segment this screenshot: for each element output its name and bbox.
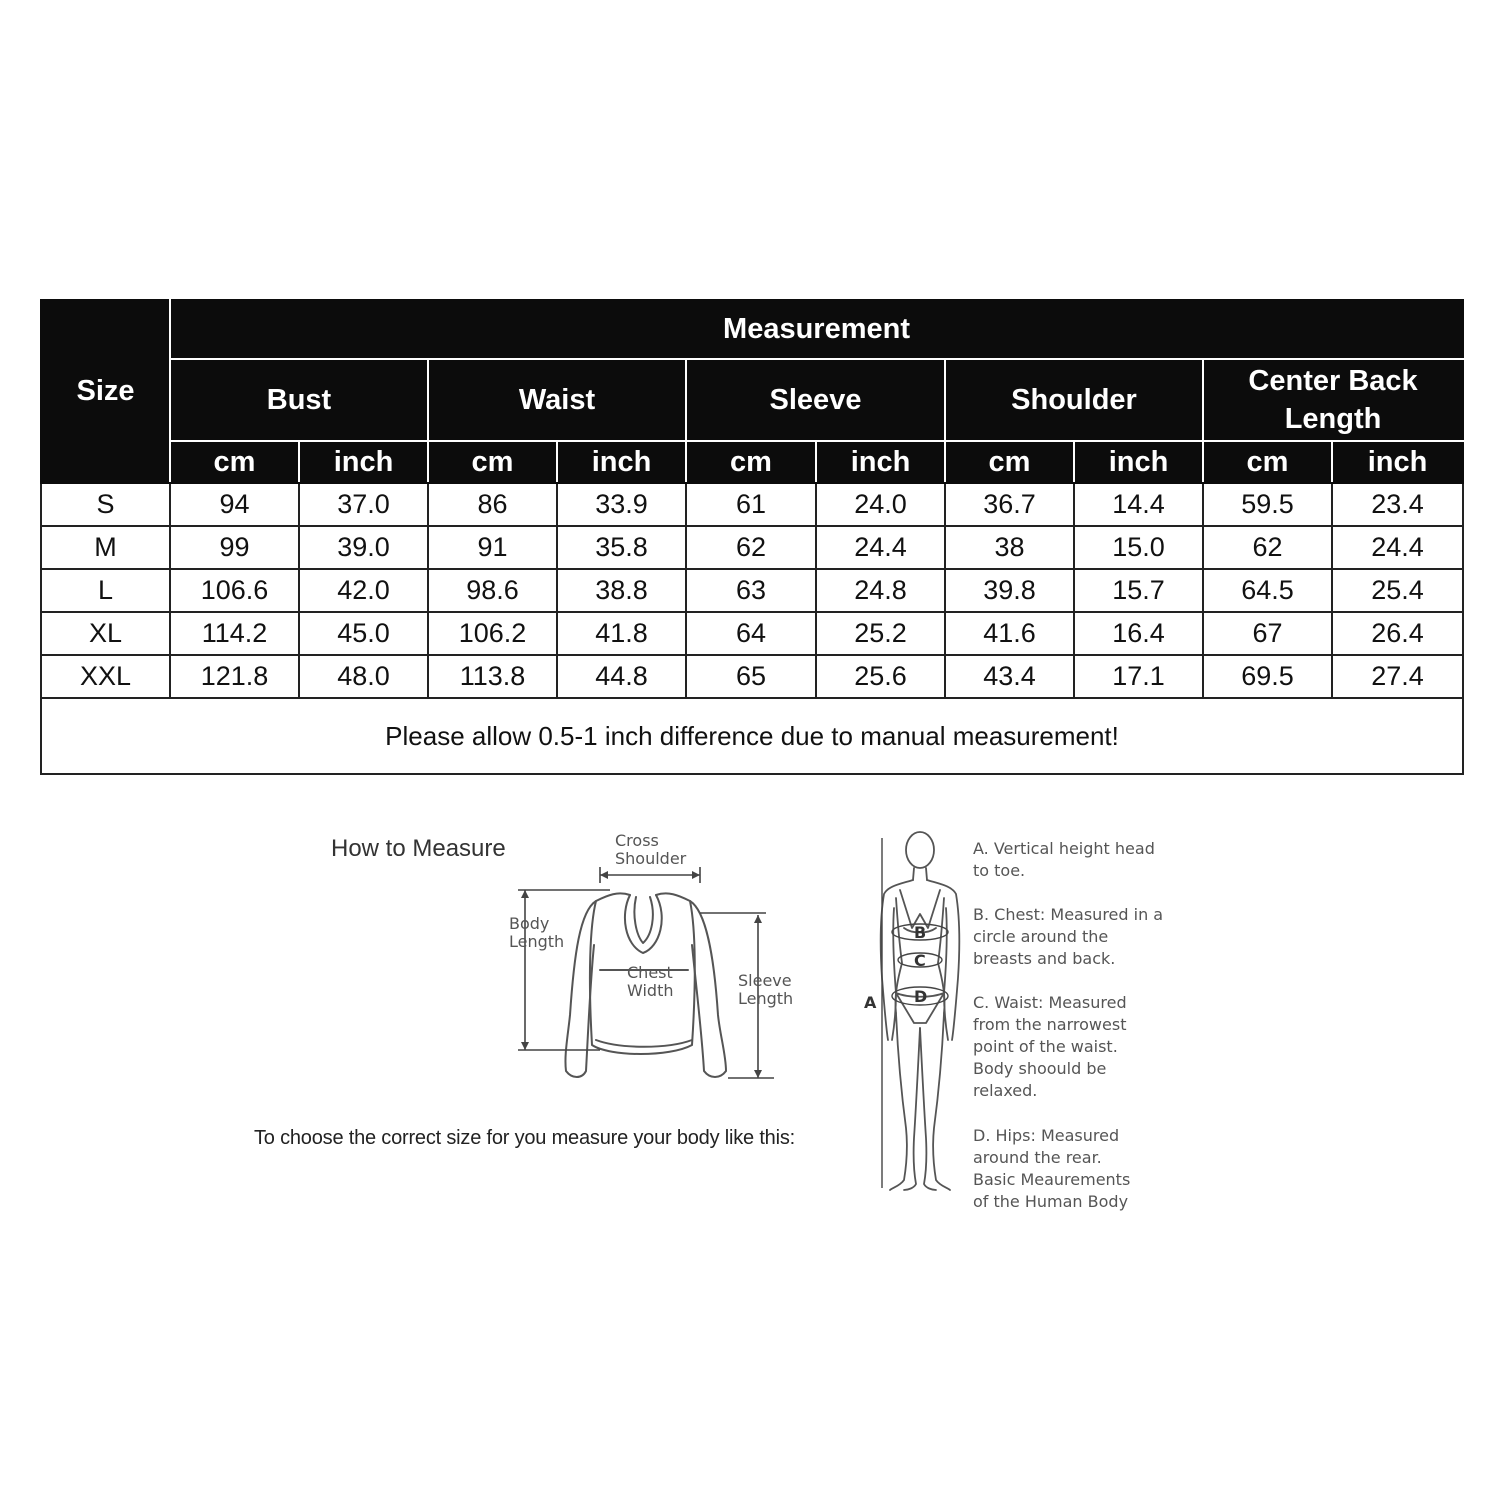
value-cell: 86 — [428, 483, 557, 526]
value-cell: 25.4 — [1332, 569, 1463, 612]
value-cell: 14.4 — [1074, 483, 1203, 526]
sleeve-length-label: Sleeve Length — [738, 971, 794, 1008]
body-letter-d: D — [914, 987, 928, 1006]
center-back-length-header: Center Back Length — [1203, 359, 1463, 441]
value-cell: 38 — [945, 526, 1074, 569]
body-length-label: Body Length — [509, 914, 565, 951]
value-cell: 94 — [170, 483, 299, 526]
value-cell: 61 — [686, 483, 816, 526]
value-cell: 63 — [686, 569, 816, 612]
value-cell: 15.0 — [1074, 526, 1203, 569]
unit-inch: inch — [816, 441, 945, 483]
legend-c: C. Waist: Measured from the narrowest point of the waist. Body shoould be relaxed. — [973, 993, 1127, 1100]
value-cell: 106.6 — [170, 569, 299, 612]
value-cell: 114.2 — [170, 612, 299, 655]
size-cell: XXL — [41, 655, 170, 698]
size-cell: S — [41, 483, 170, 526]
value-cell: 113.8 — [428, 655, 557, 698]
value-cell: 26.4 — [1332, 612, 1463, 655]
body-figure-diagram — [860, 828, 970, 1198]
value-cell: 121.8 — [170, 655, 299, 698]
value-cell: 98.6 — [428, 569, 557, 612]
size-cell: XL — [41, 612, 170, 655]
table-row — [41, 526, 1463, 569]
table-row — [41, 483, 1463, 526]
value-cell: 23.4 — [1332, 483, 1463, 526]
table-row — [41, 612, 1463, 655]
value-cell: 35.8 — [557, 526, 686, 569]
unit-inch: inch — [557, 441, 686, 483]
value-cell: 69.5 — [1203, 655, 1332, 698]
figure-head — [906, 832, 934, 868]
waist-header: Waist — [428, 359, 686, 441]
value-cell: 42.0 — [299, 569, 428, 612]
value-cell: 39.8 — [945, 569, 1074, 612]
value-cell: 24.4 — [1332, 526, 1463, 569]
chest-width-label: Chest Width — [627, 963, 674, 1000]
measurement-header: Measurement — [170, 300, 1463, 359]
legend-b: B. Chest: Measured in a circle around the breasts and back. — [973, 905, 1164, 968]
measurement-note: Please allow 0.5-1 inch difference due to manual measurement! — [41, 698, 1463, 774]
size-cell: M — [41, 526, 170, 569]
unit-inch: inch — [1074, 441, 1203, 483]
table-row — [41, 655, 1463, 698]
value-cell: 37.0 — [299, 483, 428, 526]
sleeve-header: Sleeve — [686, 359, 945, 441]
body-letter-c: C — [914, 951, 926, 970]
value-cell: 64 — [686, 612, 816, 655]
unit-cm: cm — [1203, 441, 1332, 483]
value-cell: 38.8 — [557, 569, 686, 612]
value-cell: 99 — [170, 526, 299, 569]
unit-cm: cm — [170, 441, 299, 483]
unit-cm: cm — [945, 441, 1074, 483]
value-cell: 27.4 — [1332, 655, 1463, 698]
garment-neckline — [625, 895, 662, 953]
value-cell: 41.6 — [945, 612, 1074, 655]
value-cell: 91 — [428, 526, 557, 569]
bust-header: Bust — [170, 359, 428, 441]
value-cell: 62 — [686, 526, 816, 569]
size-header: Size — [41, 300, 170, 483]
legend-a: A. Vertical height head to toe. — [973, 839, 1155, 880]
value-cell: 16.4 — [1074, 612, 1203, 655]
body-letter-b: B — [914, 923, 927, 942]
unit-cm: cm — [428, 441, 557, 483]
unit-cm: cm — [686, 441, 816, 483]
value-cell: 39.0 — [299, 526, 428, 569]
size-chart-table — [40, 299, 1464, 775]
value-cell: 24.8 — [816, 569, 945, 612]
unit-inch: inch — [1332, 441, 1463, 483]
value-cell: 24.0 — [816, 483, 945, 526]
value-cell: 24.4 — [816, 526, 945, 569]
value-cell: 44.8 — [557, 655, 686, 698]
cross-shoulder-label: Cross Shoulder — [615, 831, 687, 868]
value-cell: 62 — [1203, 526, 1332, 569]
value-cell: 64.5 — [1203, 569, 1332, 612]
value-cell: 45.0 — [299, 612, 428, 655]
body-letter-a: A — [864, 993, 877, 1012]
value-cell: 17.1 — [1074, 655, 1203, 698]
value-cell: 15.7 — [1074, 569, 1203, 612]
value-cell: 33.9 — [557, 483, 686, 526]
value-cell: 65 — [686, 655, 816, 698]
legend-d: D. Hips: Measured around the rear. Basic Meaurements of the Human Body — [973, 1126, 1131, 1211]
how-to-measure-title: How to Measure — [331, 835, 506, 862]
unit-inch: inch — [299, 441, 428, 483]
value-cell: 36.7 — [945, 483, 1074, 526]
measure-instructions-text: To choose the correct size for you measure your body like this: — [254, 1127, 795, 1149]
value-cell: 41.8 — [557, 612, 686, 655]
table-row — [41, 569, 1463, 612]
value-cell: 25.6 — [816, 655, 945, 698]
shoulder-header: Shoulder — [945, 359, 1203, 441]
value-cell: 48.0 — [299, 655, 428, 698]
value-cell: 25.2 — [816, 612, 945, 655]
value-cell: 43.4 — [945, 655, 1074, 698]
value-cell: 67 — [1203, 612, 1332, 655]
value-cell: 59.5 — [1203, 483, 1332, 526]
size-cell: L — [41, 569, 170, 612]
value-cell: 106.2 — [428, 612, 557, 655]
